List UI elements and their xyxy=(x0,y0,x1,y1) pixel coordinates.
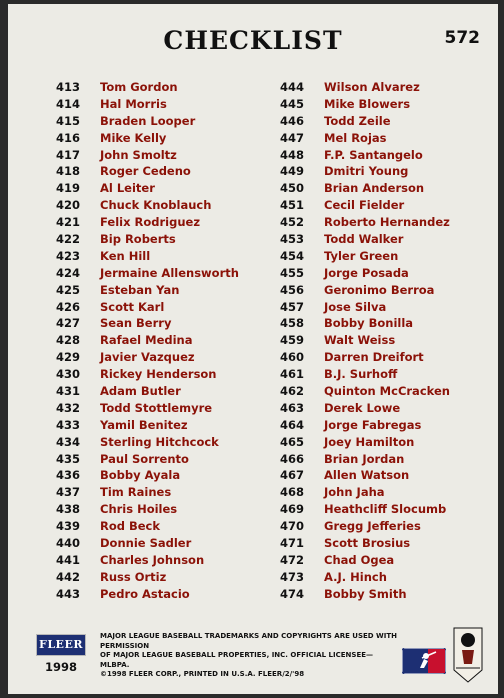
checklist-row xyxy=(56,416,239,433)
card-number-entry: 444 xyxy=(280,80,305,94)
card-number-entry: 456 xyxy=(280,282,305,297)
card-number-entry: 442 xyxy=(56,569,81,584)
player-name: Chuck Knoblauch xyxy=(100,198,212,213)
player-name: Sean Berry xyxy=(100,316,172,331)
player-name: Bobby Smith xyxy=(324,586,407,601)
player-name: Jermaine Allensworth xyxy=(100,265,239,280)
checklist-row xyxy=(56,129,239,146)
checklist-row xyxy=(280,551,450,568)
player-name: Yamil Benitez xyxy=(100,417,188,432)
player-name: Donnie Sadler xyxy=(100,536,192,551)
checklist-row xyxy=(280,213,450,230)
checklist-row xyxy=(56,585,239,602)
player-name: Hal Morris xyxy=(100,96,167,111)
checklist-row xyxy=(280,466,450,483)
checklist-row xyxy=(280,314,450,331)
card-number-entry: 415 xyxy=(56,113,81,128)
checklist-row xyxy=(56,331,239,348)
card-number-entry: 440 xyxy=(56,536,81,551)
player-name: Dmitri Young xyxy=(324,164,409,179)
card-number-entry: 448 xyxy=(280,147,305,162)
checklist-row xyxy=(56,314,239,331)
player-name: Brian Jordan xyxy=(324,451,405,466)
checklist-row xyxy=(280,568,450,585)
checklist-row xyxy=(56,568,239,585)
checklist-row xyxy=(280,399,450,416)
player-name: Bobby Bonilla xyxy=(324,316,414,331)
player-name: Joey Hamilton xyxy=(324,434,415,449)
card-year: 1998 xyxy=(44,660,77,674)
player-name: F.P. Santangelo xyxy=(324,147,423,162)
player-name: Brian Anderson xyxy=(324,181,425,196)
checklist-row xyxy=(280,264,450,281)
player-name: Heathcliff Slocumb xyxy=(324,502,447,517)
card-number-entry: 430 xyxy=(56,367,81,382)
card-number-entry: 443 xyxy=(56,586,81,601)
card-number-entry: 417 xyxy=(56,147,81,162)
checklist-row xyxy=(280,517,450,534)
card-number-entry: 450 xyxy=(280,181,305,196)
checklist-row xyxy=(56,112,239,129)
card-number-entry: 434 xyxy=(56,434,81,449)
card-number-entry: 425 xyxy=(56,282,81,297)
card-number-entry: 455 xyxy=(280,265,305,280)
card-number-entry: 423 xyxy=(56,248,81,263)
player-name: Paul Sorrento xyxy=(100,451,189,466)
card-number-entry: 413 xyxy=(56,80,81,94)
checklist-row xyxy=(280,382,450,399)
card-number-entry: 438 xyxy=(56,502,81,517)
checklist-row xyxy=(56,213,239,230)
card-number-entry: 414 xyxy=(56,96,81,111)
card-number-entry: 416 xyxy=(56,130,81,145)
legal-line-3: ©1998 FLEER CORP., PRINTED IN U.S.A. FLEER/2/'98 xyxy=(100,670,305,678)
card-number-entry: 441 xyxy=(56,552,81,567)
player-name: Mel Rojas xyxy=(324,130,387,145)
checklist-row xyxy=(280,348,450,365)
card-number-entry: 457 xyxy=(280,299,305,314)
player-name: Esteban Yan xyxy=(100,282,180,297)
player-name: Geronimo Berroa xyxy=(324,282,435,297)
checklist-row xyxy=(56,95,239,112)
player-name: Javier Vazquez xyxy=(100,350,195,365)
player-name: Jorge Fabregas xyxy=(324,417,422,432)
player-name: Chad Ogea xyxy=(324,552,395,567)
card-number-entry: 452 xyxy=(280,215,305,230)
card-number-entry: 467 xyxy=(280,468,305,483)
player-name: Bobby Ayala xyxy=(100,468,181,483)
player-name: Felix Rodriguez xyxy=(100,215,201,230)
checklist-row xyxy=(280,450,450,467)
checklist-row xyxy=(280,416,450,433)
card-number-entry: 422 xyxy=(56,232,81,247)
player-name: Tim Raines xyxy=(100,485,172,500)
player-name: Tom Gordon xyxy=(100,80,178,94)
checklist-card xyxy=(8,4,498,694)
card-number-entry: 468 xyxy=(280,485,305,500)
player-name: Jose Silva xyxy=(324,299,387,314)
card-number-entry: 474 xyxy=(280,586,305,601)
card-number-entry: 424 xyxy=(56,265,81,280)
player-name: Todd Stottlemyre xyxy=(100,400,213,415)
card-number-entry: 446 xyxy=(280,113,305,128)
card-number-entry: 433 xyxy=(56,417,81,432)
player-name: John Smoltz xyxy=(100,147,177,162)
player-name: Ken Hill xyxy=(100,248,151,263)
card-number-entry: 429 xyxy=(56,350,81,365)
player-name: Scott Karl xyxy=(100,299,165,314)
checklist-row xyxy=(56,534,239,551)
checklist-row xyxy=(280,162,450,179)
card-number: 572 xyxy=(444,28,480,48)
player-name: Bip Roberts xyxy=(100,232,176,247)
card-number-entry: 473 xyxy=(280,569,305,584)
checklist-row xyxy=(56,298,239,315)
checklist-row xyxy=(280,281,450,298)
card-number-entry: 471 xyxy=(280,536,305,551)
checklist-row xyxy=(280,534,450,551)
player-name: Quinton McCracken xyxy=(324,384,450,399)
fleer-logo: FLEER xyxy=(36,634,86,656)
checklist-row xyxy=(56,433,239,450)
card-number-entry: 462 xyxy=(280,384,305,399)
card-number-entry: 449 xyxy=(280,164,305,179)
player-name: Roberto Hernandez xyxy=(324,215,450,230)
checklist-row xyxy=(280,500,450,517)
player-name: Jorge Posada xyxy=(324,265,409,280)
checklist-row xyxy=(280,365,450,382)
checklist-row xyxy=(280,585,450,602)
card-number-entry: 461 xyxy=(280,367,305,382)
card-number-entry: 418 xyxy=(56,164,81,179)
card-footer xyxy=(8,618,498,694)
legal-line-2: OF MAJOR LEAGUE BASEBALL PROPERTIES, INC. OFFICIAL LICENSEE—MLBPA. xyxy=(100,651,374,669)
checklist-row xyxy=(280,146,450,163)
checklist-row xyxy=(280,331,450,348)
checklist-row xyxy=(280,95,450,112)
checklist-row xyxy=(56,483,239,500)
player-name: Derek Lowe xyxy=(324,400,401,415)
player-name: Pedro Astacio xyxy=(100,586,190,601)
checklist-row xyxy=(56,450,239,467)
checklist-row xyxy=(56,281,239,298)
player-name: Charles Johnson xyxy=(100,552,205,567)
player-name: Darren Dreifort xyxy=(324,350,424,365)
checklist-row xyxy=(56,264,239,281)
player-name: Rafael Medina xyxy=(100,333,193,348)
player-name: Adam Butler xyxy=(100,384,181,399)
player-name: Mike Kelly xyxy=(100,130,167,145)
card-number-entry: 426 xyxy=(56,299,81,314)
card-number-entry: 464 xyxy=(280,417,305,432)
checklist-row xyxy=(280,179,450,196)
player-name: Russ Ortiz xyxy=(100,569,167,584)
card-number-entry: 463 xyxy=(280,400,305,415)
card-number-entry: 445 xyxy=(280,96,305,111)
checklist-row xyxy=(56,365,239,382)
player-name: Scott Brosius xyxy=(324,536,411,551)
checklist-row xyxy=(56,551,239,568)
checklist-row xyxy=(280,247,450,264)
card-number-entry: 436 xyxy=(56,468,81,483)
card-number-entry: 469 xyxy=(280,502,305,517)
checklist-row xyxy=(56,348,239,365)
checklist-row xyxy=(56,500,239,517)
checklist-row xyxy=(56,162,239,179)
player-name: Todd Walker xyxy=(324,232,404,247)
checklist-row xyxy=(280,298,450,315)
checklist-row xyxy=(280,196,450,213)
player-name: John Jaha xyxy=(324,485,385,500)
card-number-entry: 431 xyxy=(56,384,81,399)
checklist-row xyxy=(56,466,239,483)
card-number-entry: 460 xyxy=(280,350,305,365)
card-number-entry: 435 xyxy=(56,451,81,466)
card-number-entry: 451 xyxy=(280,198,305,213)
card-number-entry: 432 xyxy=(56,400,81,415)
checklist-row xyxy=(56,247,239,264)
mlb-logo-icon xyxy=(402,648,446,674)
card-number-entry: 453 xyxy=(280,232,305,247)
checklist-row xyxy=(280,112,450,129)
player-name: Rod Beck xyxy=(100,519,161,534)
card-number-entry: 459 xyxy=(280,333,305,348)
card-number-entry: 472 xyxy=(280,552,305,567)
player-name: Tyler Green xyxy=(324,248,399,263)
card-number-entry: 427 xyxy=(56,316,81,331)
player-name: Rickey Henderson xyxy=(100,367,217,382)
card-number-entry: 420 xyxy=(56,198,81,213)
player-name: Al Leiter xyxy=(100,181,155,196)
player-name: B.J. Surhoff xyxy=(324,367,398,382)
card-number-entry: 470 xyxy=(280,519,305,534)
checklist-row xyxy=(280,78,450,95)
player-name: Walt Weiss xyxy=(324,333,396,348)
checklist-row xyxy=(280,129,450,146)
checklist-row xyxy=(56,196,239,213)
checklist-row xyxy=(56,78,239,95)
checklist-row xyxy=(280,433,450,450)
player-name: Roger Cedeno xyxy=(100,164,191,179)
checklist-row xyxy=(56,230,239,247)
card-number-entry: 465 xyxy=(280,434,305,449)
checklist-right-column xyxy=(280,78,450,602)
card-number-entry: 458 xyxy=(280,316,305,331)
card-number-entry: 454 xyxy=(280,248,305,263)
player-name: Cecil Fielder xyxy=(324,198,405,213)
checklist-row xyxy=(56,179,239,196)
card-number-entry: 437 xyxy=(56,485,81,500)
players-choice-icon xyxy=(450,624,486,686)
card-number-entry: 419 xyxy=(56,181,81,196)
player-name: Braden Looper xyxy=(100,113,196,128)
player-name: A.J. Hinch xyxy=(324,569,387,584)
checklist-row xyxy=(56,399,239,416)
card-number-entry: 421 xyxy=(56,215,81,230)
card-number-entry: 439 xyxy=(56,519,81,534)
legal-line-1: MAJOR LEAGUE BASEBALL TRADEMARKS AND COPYRIGHTS ARE USED WITH PERMISSION xyxy=(100,632,398,650)
card-number-entry: 447 xyxy=(280,130,305,145)
checklist-row xyxy=(280,483,450,500)
checklist-row xyxy=(56,146,239,163)
player-name: Chris Hoiles xyxy=(100,502,178,517)
card-number-entry: 466 xyxy=(280,451,305,466)
player-name: Wilson Alvarez xyxy=(324,80,420,94)
player-name: Gregg Jefferies xyxy=(324,519,421,534)
player-name: Todd Zeile xyxy=(324,113,391,128)
checklist-row xyxy=(56,517,239,534)
player-name: Allen Watson xyxy=(324,468,410,483)
player-name: Sterling Hitchcock xyxy=(100,434,219,449)
card-number-entry: 428 xyxy=(56,333,81,348)
checklist-left-column xyxy=(56,78,239,602)
legal-text xyxy=(100,632,400,680)
checklist-row xyxy=(56,382,239,399)
card-title: CHECKLIST xyxy=(163,26,343,55)
player-name: Mike Blowers xyxy=(324,96,411,111)
checklist-row xyxy=(280,230,450,247)
